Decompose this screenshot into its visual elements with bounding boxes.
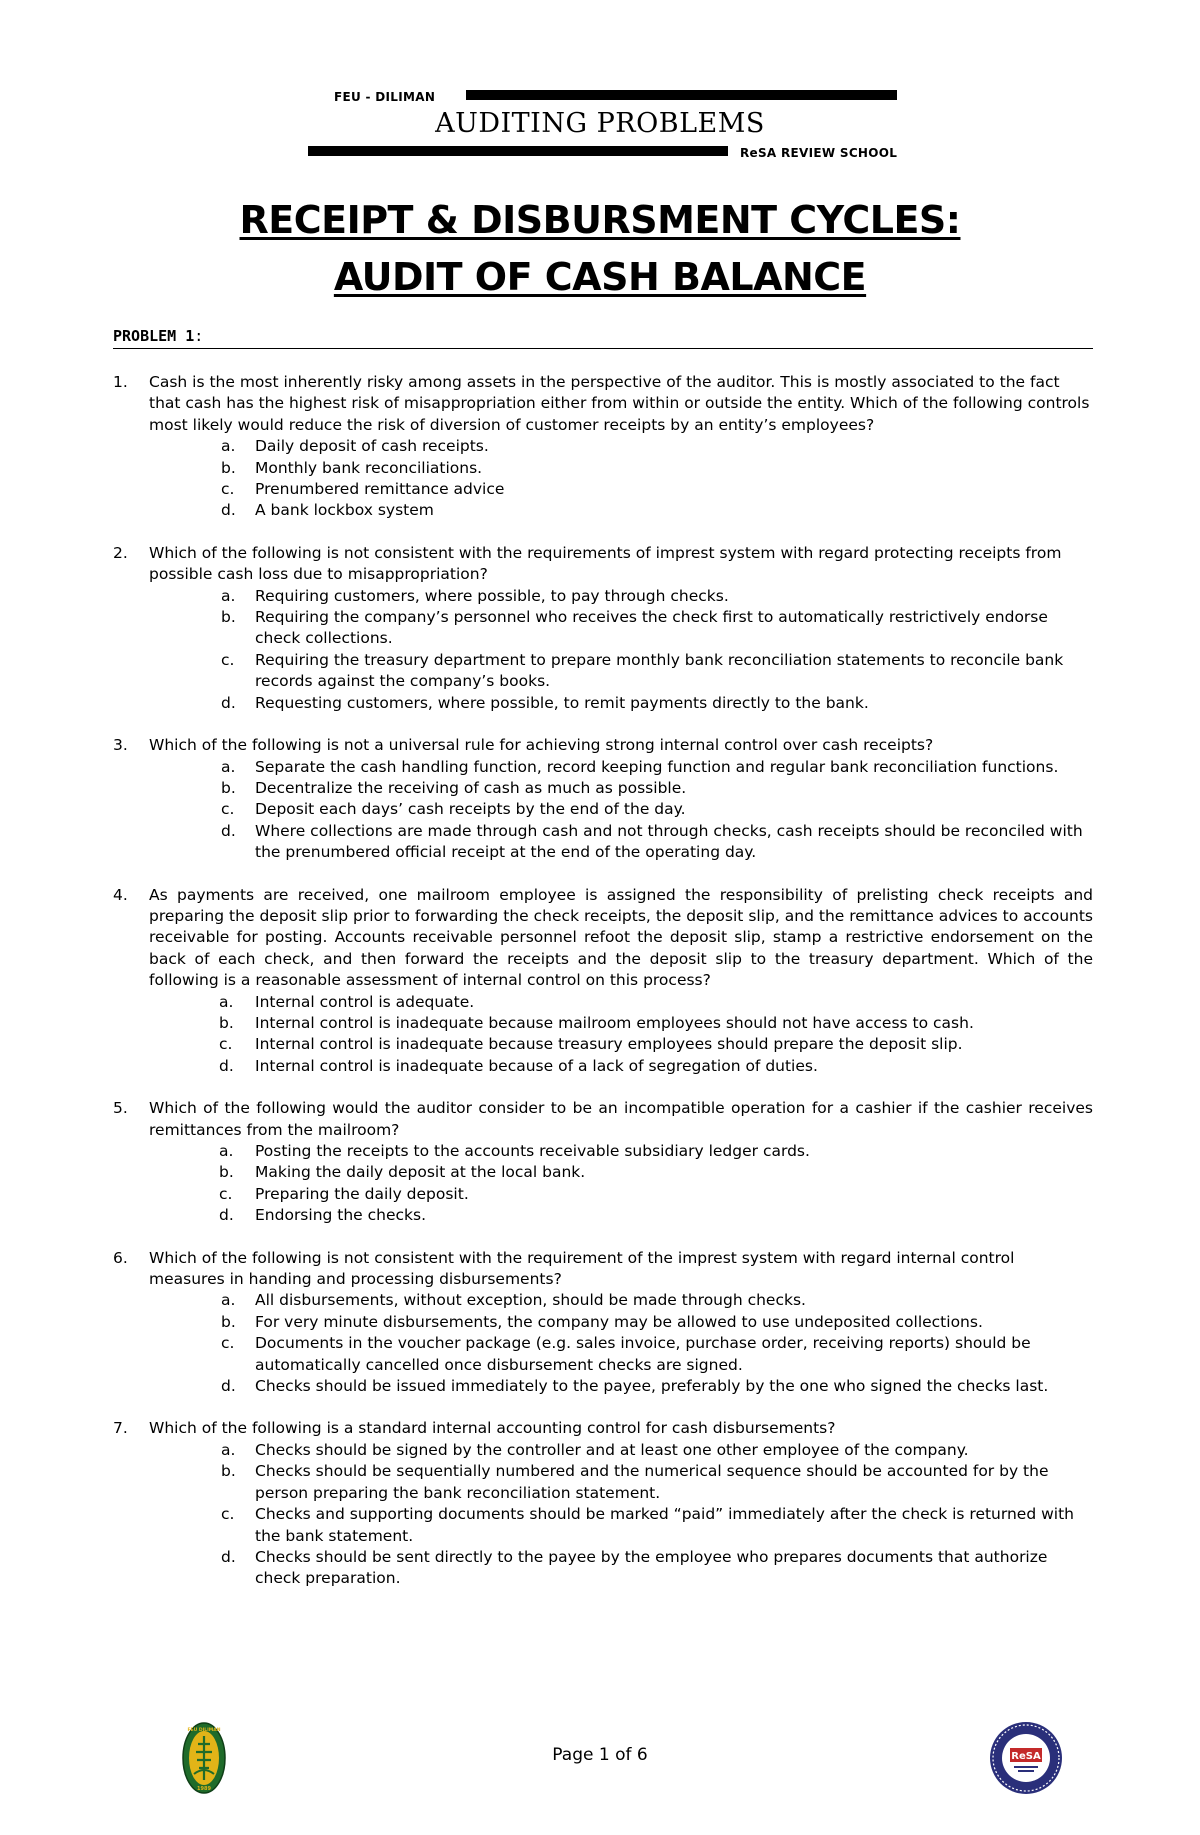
- choice-letter: b.: [219, 1013, 234, 1032]
- question-4: [113, 885, 1093, 1078]
- choice-list: [149, 586, 1093, 714]
- question-number: 2.: [113, 543, 128, 562]
- question-2: [113, 543, 1093, 714]
- choice-letter: d.: [219, 1056, 234, 1075]
- choice-letter: d.: [221, 501, 236, 520]
- choice-c: [149, 799, 1093, 820]
- choice-d: [149, 500, 1093, 521]
- header-bar-bottom: [308, 146, 728, 156]
- choice-a: [149, 1440, 1093, 1461]
- resa-seal-icon: [988, 1720, 1064, 1796]
- main-title-line1: RECEIPT & DISBURSMENT CYCLES:: [239, 198, 961, 242]
- choice-text: Prenumbered remittance advice: [255, 480, 505, 499]
- choice-letter: b.: [221, 608, 236, 627]
- choice-letter: a.: [221, 757, 236, 776]
- choice-letter: b.: [221, 458, 236, 477]
- problem-heading: [113, 327, 203, 345]
- choice-text: Documents in the voucher package (e.g. sales invoice, purchase order, receiving reports) should be automatically cancelled once disbursement checks are signed.: [255, 1334, 1031, 1374]
- header-title: AUDITING PROBLEMS: [435, 108, 765, 139]
- problem-rule: [113, 348, 1093, 349]
- choice-b: [149, 458, 1093, 479]
- choice-letter: b.: [221, 1312, 236, 1331]
- problem-label: PROBLEM 1: [113, 327, 195, 345]
- choice-text: Internal control is inadequate because of a lack of segregation of duties.: [255, 1056, 818, 1075]
- problem-colon: :: [194, 327, 204, 345]
- choice-d: [149, 1205, 1093, 1226]
- question-number: 7.: [113, 1419, 128, 1438]
- choice-text: Internal control is inadequate because treasury employees should prepare the deposit slip.: [255, 1035, 963, 1054]
- choice-b: [149, 1162, 1093, 1183]
- choice-list: [149, 1290, 1093, 1397]
- choice-list: [149, 436, 1093, 522]
- choice-letter: c.: [221, 1334, 235, 1353]
- choice-d: [149, 1376, 1093, 1397]
- page-number: Page 1 of 6: [552, 1745, 648, 1765]
- choice-a: [149, 586, 1093, 607]
- header-school: FEU - DILIMAN: [334, 90, 436, 104]
- choice-letter: c.: [221, 1505, 235, 1524]
- choice-c: [149, 1034, 985, 1055]
- choice-c: [149, 1184, 1093, 1205]
- choice-letter: c.: [219, 1184, 233, 1203]
- choice-a: [149, 1290, 1093, 1311]
- choice-letter: a.: [221, 586, 236, 605]
- seal-year-text: 1989: [197, 1786, 211, 1792]
- choice-d: [149, 1547, 1093, 1590]
- question-stem: Cash is the most inherently risky among assets in the perspective of the auditor. This is mostly associated to the fact that cash has the highest risk of misappropriation either from within or outside the entity. Which of the following controls most likely would reduce the risk of diversion of customer receipts by an entity’s employees?: [149, 373, 1090, 434]
- choice-text: Making the daily deposit at the local bank.: [255, 1163, 586, 1182]
- question-1: [113, 372, 1093, 522]
- choice-text: Requiring the treasury department to prepare monthly bank reconciliation statements to reconcile bank records against the company’s books.: [255, 650, 1064, 691]
- choice-b: [149, 1312, 1093, 1333]
- header-bar-top: [466, 90, 897, 100]
- main-title-line2: AUDIT OF CASH BALANCE: [333, 255, 867, 299]
- question-number: 4.: [113, 885, 128, 904]
- choice-a: [149, 436, 1093, 457]
- choice-letter: a.: [219, 1142, 234, 1160]
- choice-text: Where collections are made through cash and not through checks, cash receipts should be reconciled with the prenumbered official receipt at the end of the operating day.: [255, 821, 1083, 862]
- choice-b: [149, 607, 1093, 650]
- choice-d: [149, 693, 1093, 714]
- question-6: [113, 1248, 1093, 1398]
- choice-letter: d.: [221, 1377, 236, 1396]
- choice-list: [149, 1440, 1093, 1590]
- choice-letter: c.: [221, 480, 235, 499]
- choice-b: [149, 778, 1093, 799]
- choice-text: Decentralize the receiving of cash as much as possible.: [255, 778, 687, 797]
- choice-list: [149, 757, 1093, 864]
- choice-text: A bank lockbox system: [255, 501, 434, 520]
- choice-d: [149, 821, 1093, 864]
- choice-a: [149, 757, 1093, 778]
- choice-b: [149, 1013, 985, 1034]
- choice-text: Separate the cash handling function, record keeping function and regular bank reconciliation functions.: [255, 757, 1059, 776]
- choice-letter: c.: [219, 1035, 233, 1054]
- choice-text: For very minute disbursements, the company may be allowed to use undeposited collections.: [255, 1312, 983, 1331]
- choice-letter: c.: [221, 650, 235, 669]
- choice-text: Requiring the company’s personnel who receives the check first to automatically restrictively endorse check collections.: [255, 608, 1048, 648]
- seal-top-text: FEU DILIMAN: [187, 1728, 221, 1733]
- feu-diliman-seal-icon: [182, 1722, 226, 1794]
- choice-text: Daily deposit of cash receipts.: [255, 437, 489, 456]
- choice-text: Internal control is inadequate because mailroom employees should not have access to cash.: [255, 1013, 974, 1032]
- choice-letter: b.: [219, 1163, 234, 1182]
- choice-text: Deposit each days’ cash receipts by the end of the day.: [255, 800, 686, 819]
- question-3: [113, 735, 1093, 863]
- choice-letter: d.: [219, 1206, 234, 1225]
- choice-list: [149, 1141, 1093, 1227]
- resa-seal-text: ReSA: [1011, 1751, 1041, 1762]
- choice-text: Posting the receipts to the accounts receivable subsidiary ledger cards.: [255, 1142, 810, 1160]
- choice-letter: a.: [221, 437, 236, 456]
- question-stem: Which of the following is not consistent with the requirements of imprest system with regard protecting receipts from possible cash loss due to misappropriation?: [149, 543, 1062, 584]
- choice-c: [149, 479, 1093, 500]
- choice-letter: c.: [221, 800, 235, 819]
- choice-text: Checks should be issued immediately to the payee, preferably by the one who signed the checks last.: [255, 1377, 1049, 1396]
- choice-c: [149, 1333, 1093, 1376]
- choice-text: Endorsing the checks.: [255, 1206, 427, 1225]
- choice-d: [149, 1056, 1093, 1077]
- question-stem: Which of the following is not a universal rule for achieving strong internal control over cash receipts?: [149, 736, 934, 755]
- question-7: [113, 1418, 1093, 1589]
- question-stem: Which of the following is a standard internal accounting control for cash disbursements?: [149, 1419, 836, 1438]
- question-stem: Which of the following would the auditor consider to be an incompatible operation for a cashier if the cashier receives remittances from the mailroom?: [149, 1099, 1093, 1139]
- choice-b: [149, 1461, 1093, 1504]
- choice-text: Requiring customers, where possible, to pay through checks.: [255, 586, 729, 605]
- choice-letter: b.: [221, 1462, 236, 1481]
- choice-text: Monthly bank reconciliations.: [255, 458, 483, 477]
- question-stem: Which of the following is not consistent with the requirement of the imprest system with regard internal control measures in handing and processing disbursements?: [149, 1248, 1015, 1289]
- choice-c: [149, 650, 1093, 693]
- choice-text: Checks should be signed by the controller and at least one other employee of the company.: [255, 1440, 969, 1459]
- choice-text: Checks and supporting documents should be marked “paid” immediately after the check is returned with the bank statement.: [255, 1505, 1074, 1545]
- choice-text: Requesting customers, where possible, to remit payments directly to the bank.: [255, 693, 869, 712]
- choice-a: [149, 992, 1093, 1013]
- question-number: 5.: [113, 1099, 128, 1118]
- question-number: 6.: [113, 1248, 128, 1267]
- choice-text: All disbursements, without exception, should be made through checks.: [255, 1291, 806, 1310]
- choice-letter: b.: [221, 778, 236, 797]
- header-review-school: ReSA REVIEW SCHOOL: [740, 146, 898, 160]
- choice-text: Checks should be sequentially numbered and the numerical sequence should be accounted for by the person preparing the bank reconciliation statement.: [255, 1462, 1049, 1502]
- question-number: 1.: [113, 373, 128, 391]
- choice-list: [149, 992, 1093, 1078]
- choice-c: [149, 1504, 1093, 1547]
- choice-letter: a.: [221, 1440, 236, 1459]
- choice-letter: d.: [221, 1547, 236, 1566]
- choice-letter: a.: [219, 992, 234, 1011]
- choice-letter: a.: [221, 1291, 236, 1310]
- question-5: [113, 1098, 1093, 1226]
- choice-letter: d.: [221, 821, 236, 840]
- question-number: 3.: [113, 736, 128, 755]
- choice-text: Checks should be sent directly to the payee by the employee who prepares documents that authorize check preparation.: [255, 1547, 1048, 1588]
- choice-text: Preparing the daily deposit.: [255, 1184, 469, 1203]
- question-stem: As payments are received, one mailroom employee is assigned the responsibility of prelisting check receipts and preparing the deposit slip prior to forwarding the check receipts, the deposit slip, and the remittance advices to accounts receivable for posting. Accounts receivable personnel refoot the deposit slip, stamp a restrictive endorsement on the back of each check, and then forward the receipts and the deposit slip to the treasury department. Which of the following is a reasonable assessment of internal control on this process?: [149, 885, 1093, 990]
- choice-text: Internal control is adequate.: [255, 992, 475, 1011]
- choice-a: [149, 1141, 1093, 1162]
- choice-letter: d.: [221, 693, 236, 712]
- question-list: [113, 372, 1093, 1611]
